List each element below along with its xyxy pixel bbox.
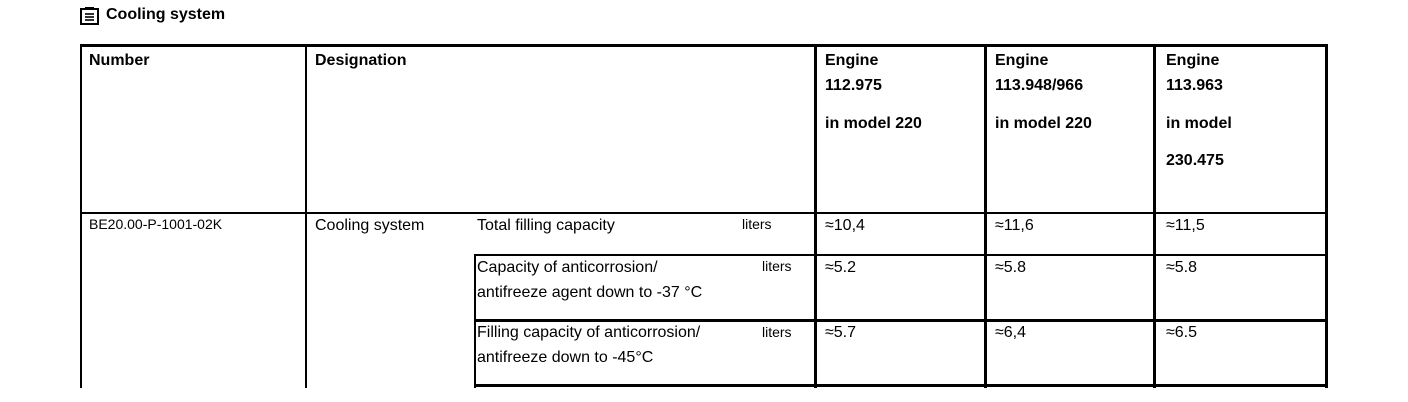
row-2-description-line1: Capacity of anticorrosion/ [477, 259, 658, 276]
row-3-value-engine-3: ≈6.5 [1166, 324, 1198, 341]
row-2-unit: liters [762, 258, 792, 274]
group-designation: Cooling system [315, 217, 425, 234]
table-bottom-border [474, 384, 1328, 387]
document-icon [80, 6, 99, 25]
row-2-description-line2: antifreeze agent down to -37 °C [477, 284, 703, 301]
row-3-unit: liters [762, 324, 792, 340]
row-3-description-line1: Filling capacity of anticorrosion/ [477, 324, 701, 341]
row-1-unit: liters [742, 216, 772, 232]
header-engine-1-line2: 112.975 [825, 77, 882, 94]
row-1-value-engine-1: ≈10,4 [825, 217, 865, 234]
table-right-border [1325, 44, 1328, 388]
row-2-value-engine-1: ≈5.2 [825, 259, 857, 276]
row-3-value-engine-2: ≈6,4 [995, 324, 1027, 341]
header-engine-3-line1: Engine [1166, 52, 1220, 69]
row-1-value-engine-2: ≈11,6 [995, 217, 1034, 234]
header-engine-1-line3: in model 220 [825, 115, 922, 132]
column-divider [984, 44, 987, 388]
header-engine-3-line3: in model [1166, 115, 1232, 132]
table-top-border [80, 44, 1328, 47]
row-1-value-engine-3: ≈11,5 [1166, 217, 1205, 234]
header-engine-2-line3: in model 220 [995, 115, 1092, 132]
row-2-value-engine-2: ≈5.8 [995, 259, 1027, 276]
document-number: BE20.00-P-1001-02K [89, 216, 223, 232]
section-title: Cooling system [106, 6, 226, 23]
column-divider [1153, 44, 1156, 388]
header-engine-3-line4: 230.475 [1166, 152, 1224, 169]
header-designation: Designation [315, 52, 407, 69]
row-3-value-engine-1: ≈5.7 [825, 324, 857, 341]
header-engine-2-line2: 113.948/966 [995, 77, 1084, 94]
column-divider [305, 44, 307, 388]
header-number: Number [89, 52, 150, 69]
header-bottom-border [80, 212, 1328, 214]
section-heading [80, 2, 225, 28]
row-1-description: Total filling capacity [477, 217, 615, 234]
header-engine-1-line1: Engine [825, 52, 879, 69]
column-divider [814, 44, 817, 388]
header-engine-2-line1: Engine [995, 52, 1049, 69]
row-2-value-engine-3: ≈5.8 [1166, 259, 1198, 276]
header-engine-3-line2: 113.963 [1166, 77, 1223, 94]
row-3-description-line2: antifreeze down to -45°C [477, 349, 654, 366]
table-left-border [80, 44, 82, 388]
